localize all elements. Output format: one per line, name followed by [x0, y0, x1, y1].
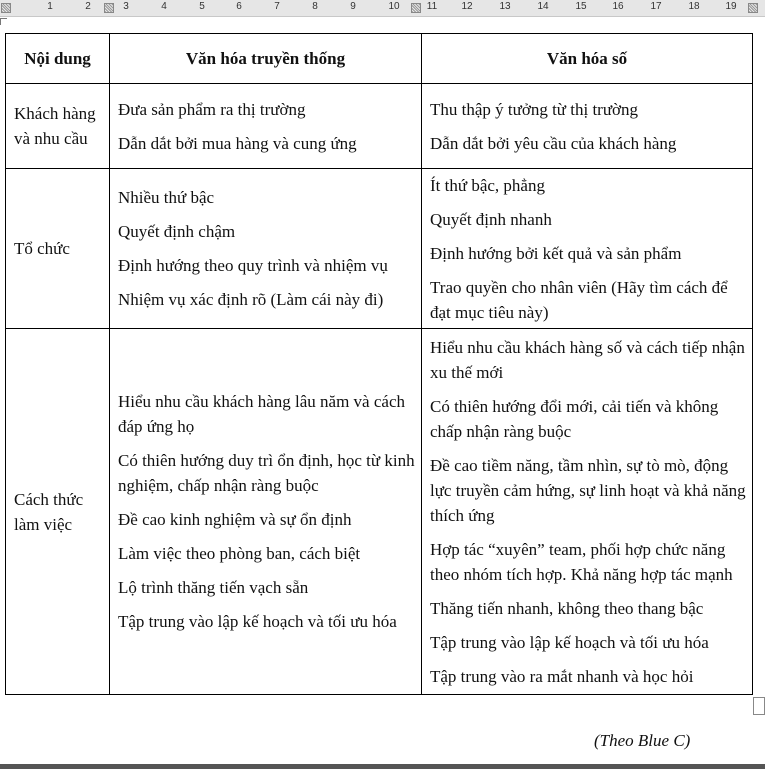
digital-cell — [422, 329, 753, 695]
ruler-column-marker[interactable] — [411, 3, 421, 13]
source-citation: (Theo Blue C) — [594, 731, 691, 750]
page-bottom-edge — [0, 764, 765, 769]
row-label-text: Tổ chức — [14, 239, 70, 258]
ruler-number: 4 — [161, 1, 167, 12]
header-content: Nội dung — [6, 34, 110, 84]
row-label — [6, 329, 110, 695]
ruler-number: 16 — [612, 1, 624, 12]
cell-line: Nhiệm vụ xác định rõ (Làm cái này đi) — [118, 290, 384, 309]
cell-line: Trao quyền cho nhân viên (Hãy tìm cách để đạt mục tiêu này) — [430, 277, 728, 322]
cell-line: Thăng tiến nhanh, không theo thang bậc — [430, 598, 704, 618]
cell-line: Hợp tác “xuyên” team, phối hợp chức năng theo nhóm tích hợp. Khả năng hợp tác mạnh — [430, 539, 733, 584]
ruler-number: 12 — [461, 1, 473, 12]
row-label — [6, 84, 110, 169]
ruler-number: 19 — [725, 1, 737, 12]
cell-line: Tập trung vào lập kế hoạch và tối ưu hóa — [118, 612, 397, 631]
ruler-number: 8 — [312, 1, 318, 12]
ruler-number: 11 — [426, 1, 438, 12]
ruler-left-margin-marker[interactable] — [1, 3, 11, 13]
cell-line: Tập trung vào ra mắt nhanh và học hỏi — [430, 666, 694, 686]
row-label — [6, 169, 110, 329]
ruler-number: 17 — [650, 1, 662, 12]
ruler-column-marker[interactable] — [104, 3, 114, 13]
horizontal-ruler[interactable] — [0, 0, 765, 17]
header-traditional: Văn hóa truyền thống — [110, 34, 422, 84]
ruler-number: 5 — [199, 1, 205, 12]
table-row — [6, 169, 753, 329]
cell-line: Đề cao kinh nghiệm và sự ổn định — [118, 510, 352, 529]
cell-line: Có thiên hướng đổi mới, cải tiến và không chấp nhận ràng buộc — [430, 396, 719, 441]
ruler-number: 15 — [575, 1, 587, 12]
ruler-number: 18 — [688, 1, 700, 12]
row-label-text: Khách hàng và nhu cầu — [14, 104, 96, 148]
ruler-number: 6 — [236, 1, 242, 12]
cell-line: Đưa sản phẩm ra thị trường — [118, 99, 306, 119]
cell-line: Đề cao tiềm năng, tầm nhìn, sự tò mò, động lực truyền cảm hứng, sự linh hoạt và khả năng thích ứng — [430, 455, 746, 525]
digital-cell — [422, 84, 753, 169]
ruler-number: 14 — [537, 1, 549, 12]
culture-comparison-table — [5, 33, 753, 695]
cell-line: Dẫn dắt bởi yêu cầu của khách hàng — [430, 133, 677, 153]
cell-line: Có thiên hướng duy trì ổn định, học từ kinh nghiệm, chấp nhận ràng buộc — [118, 451, 415, 495]
cell-line: Ít thứ bậc, phẳng — [430, 175, 545, 195]
cell-line: Hiểu nhu cầu khách hàng số và cách tiếp nhận xu thế mới — [430, 337, 745, 382]
cell-line: Định hướng bởi kết quả và sản phẩm — [430, 243, 682, 263]
digital-cell — [422, 169, 753, 329]
cell-line: Tập trung vào lập kế hoạch và tối ưu hóa — [430, 632, 709, 652]
header-digital: Văn hóa số — [422, 34, 753, 84]
ruler-number: 9 — [350, 1, 356, 12]
table-row — [6, 84, 753, 169]
ruler-number: 10 — [388, 1, 400, 12]
page-corner-mark — [0, 18, 7, 25]
cell-line: Định hướng theo quy trình và nhiệm vụ — [118, 256, 388, 275]
ruler-number: 1 — [47, 1, 53, 12]
cell-line: Thu thập ý tưởng từ thị trường — [430, 99, 639, 119]
table-resize-handle[interactable] — [753, 697, 765, 715]
traditional-cell — [110, 169, 422, 329]
cell-line: Quyết định nhanh — [430, 209, 552, 229]
cell-line: Quyết định chậm — [118, 222, 236, 241]
ruler-number: 2 — [85, 1, 91, 12]
cell-line: Lộ trình thăng tiến vạch sẵn — [118, 578, 309, 597]
cell-line: Làm việc theo phòng ban, cách biệt — [118, 544, 361, 563]
traditional-cell — [110, 329, 422, 695]
ruler-number: 3 — [123, 1, 129, 12]
cell-line: Nhiều thứ bậc — [118, 188, 215, 207]
table-header-row — [6, 34, 753, 84]
cell-line: Hiểu nhu cầu khách hàng lâu năm và cách đáp ứng họ — [118, 392, 405, 436]
traditional-cell — [110, 84, 422, 169]
ruler-number: 13 — [499, 1, 511, 12]
table-row — [6, 329, 753, 695]
cell-line: Dẫn dắt bởi mua hàng và cung ứng — [118, 133, 357, 153]
ruler-right-margin-marker[interactable] — [748, 3, 758, 13]
ruler-number: 7 — [274, 1, 280, 12]
row-label-text: Cách thức làm việc — [14, 489, 84, 534]
